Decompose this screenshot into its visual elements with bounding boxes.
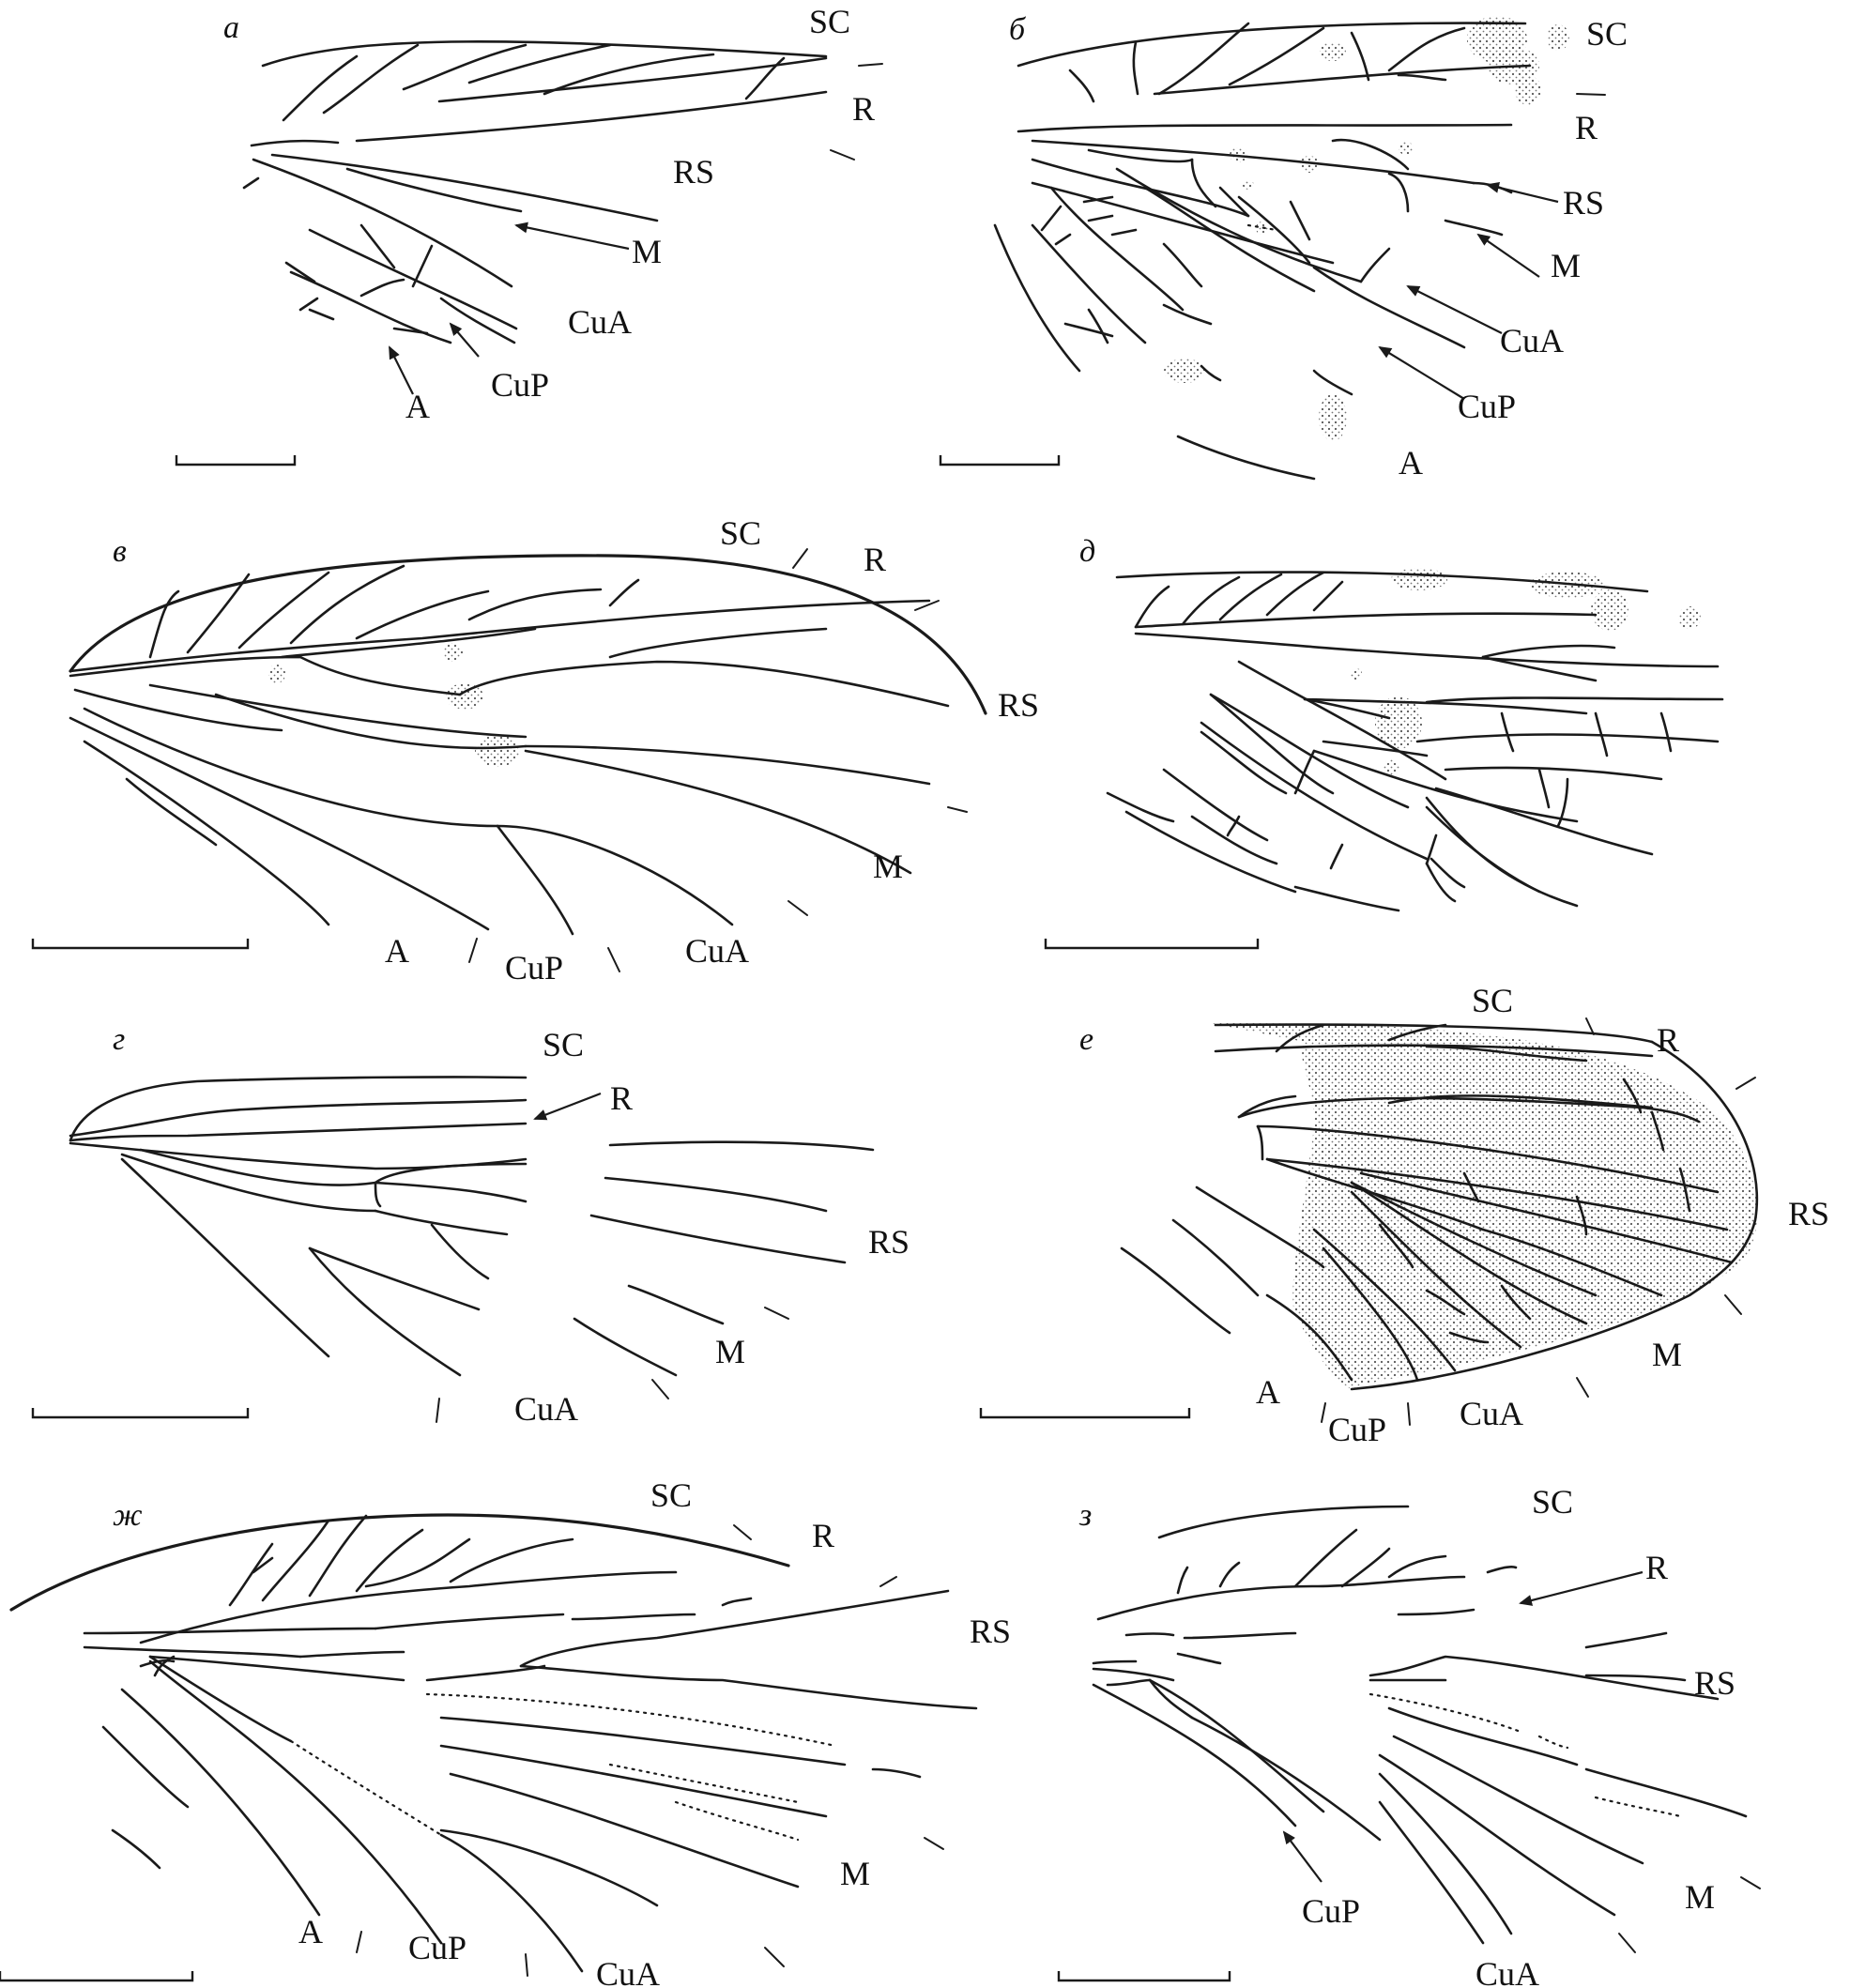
panel-letter: а [223, 10, 239, 45]
label-m: M [1685, 1878, 1716, 1916]
wing-drawing [1046, 568, 1722, 948]
label-rs: RS [1563, 184, 1605, 222]
label-m: M [840, 1855, 871, 1892]
panel-e [981, 982, 1829, 1448]
label-sc: SC [1586, 15, 1628, 53]
label-cua: CuA [514, 1390, 579, 1428]
label-r: R [1575, 109, 1598, 146]
label-sc: SC [720, 514, 762, 552]
label-sc: SC [1472, 982, 1514, 1019]
label-rs: RS [970, 1613, 1012, 1650]
label-cua: CuA [1460, 1395, 1524, 1432]
label-cua: CuA [685, 932, 750, 970]
label-rs: RS [868, 1223, 910, 1261]
label-r: R [1645, 1549, 1669, 1586]
wing-drawing [33, 1077, 873, 1422]
wing-drawing [33, 549, 986, 971]
label-m: M [632, 233, 663, 270]
label-a: A [405, 388, 430, 425]
panel-b [940, 12, 1628, 482]
label-cup: CuP [491, 366, 550, 404]
label-rs: RS [998, 686, 1040, 724]
label-r: R [864, 541, 887, 578]
label-m: M [1551, 247, 1582, 284]
label-sc: SC [650, 1476, 693, 1514]
label-sc: SC [809, 3, 851, 40]
label-m: M [715, 1333, 746, 1370]
label-a: A [298, 1913, 323, 1950]
panel-letter: ж [113, 1498, 143, 1533]
panel-letter: в [113, 534, 127, 569]
panel-letter: з [1079, 1498, 1093, 1533]
wing-drawing [0, 1515, 976, 1980]
label-cua: CuA [1500, 322, 1565, 359]
label-r: R [610, 1079, 634, 1117]
label-r: R [812, 1517, 835, 1554]
label-cua: CuA [596, 1955, 661, 1988]
wing-drawing [981, 1018, 1757, 1425]
label-a: A [385, 932, 409, 970]
panel-z [1059, 1483, 1760, 1988]
label-a: A [1399, 444, 1423, 482]
label-rs: RS [673, 153, 715, 191]
label-sc: SC [1532, 1483, 1574, 1521]
label-a: A [1256, 1373, 1280, 1411]
label-cua: CuA [568, 303, 633, 341]
label-cup: CuP [1302, 1892, 1361, 1930]
label-sc: SC [543, 1026, 585, 1063]
label-r: R [852, 90, 876, 128]
panel-a [176, 3, 882, 465]
panel-letter: б [1009, 12, 1026, 47]
label-r: R [1657, 1021, 1680, 1059]
panel-v [33, 514, 1039, 986]
label-cup: CuP [408, 1929, 467, 1966]
panel-letter: г [113, 1022, 126, 1057]
panel-zh [0, 1476, 1011, 1988]
label-m: M [1652, 1336, 1683, 1373]
label-rs: RS [1788, 1195, 1830, 1232]
label-rs: RS [1694, 1664, 1736, 1702]
label-cua: CuA [1475, 1955, 1540, 1988]
label-cup: CuP [1328, 1411, 1387, 1448]
panel-letter: е [1079, 1022, 1094, 1057]
label-cup: CuP [505, 949, 564, 986]
panel-d [1046, 534, 1722, 948]
panel-letter: д [1079, 534, 1096, 569]
label-cup: CuP [1458, 388, 1517, 425]
panel-g [33, 1022, 910, 1428]
label-m: M [873, 848, 904, 885]
